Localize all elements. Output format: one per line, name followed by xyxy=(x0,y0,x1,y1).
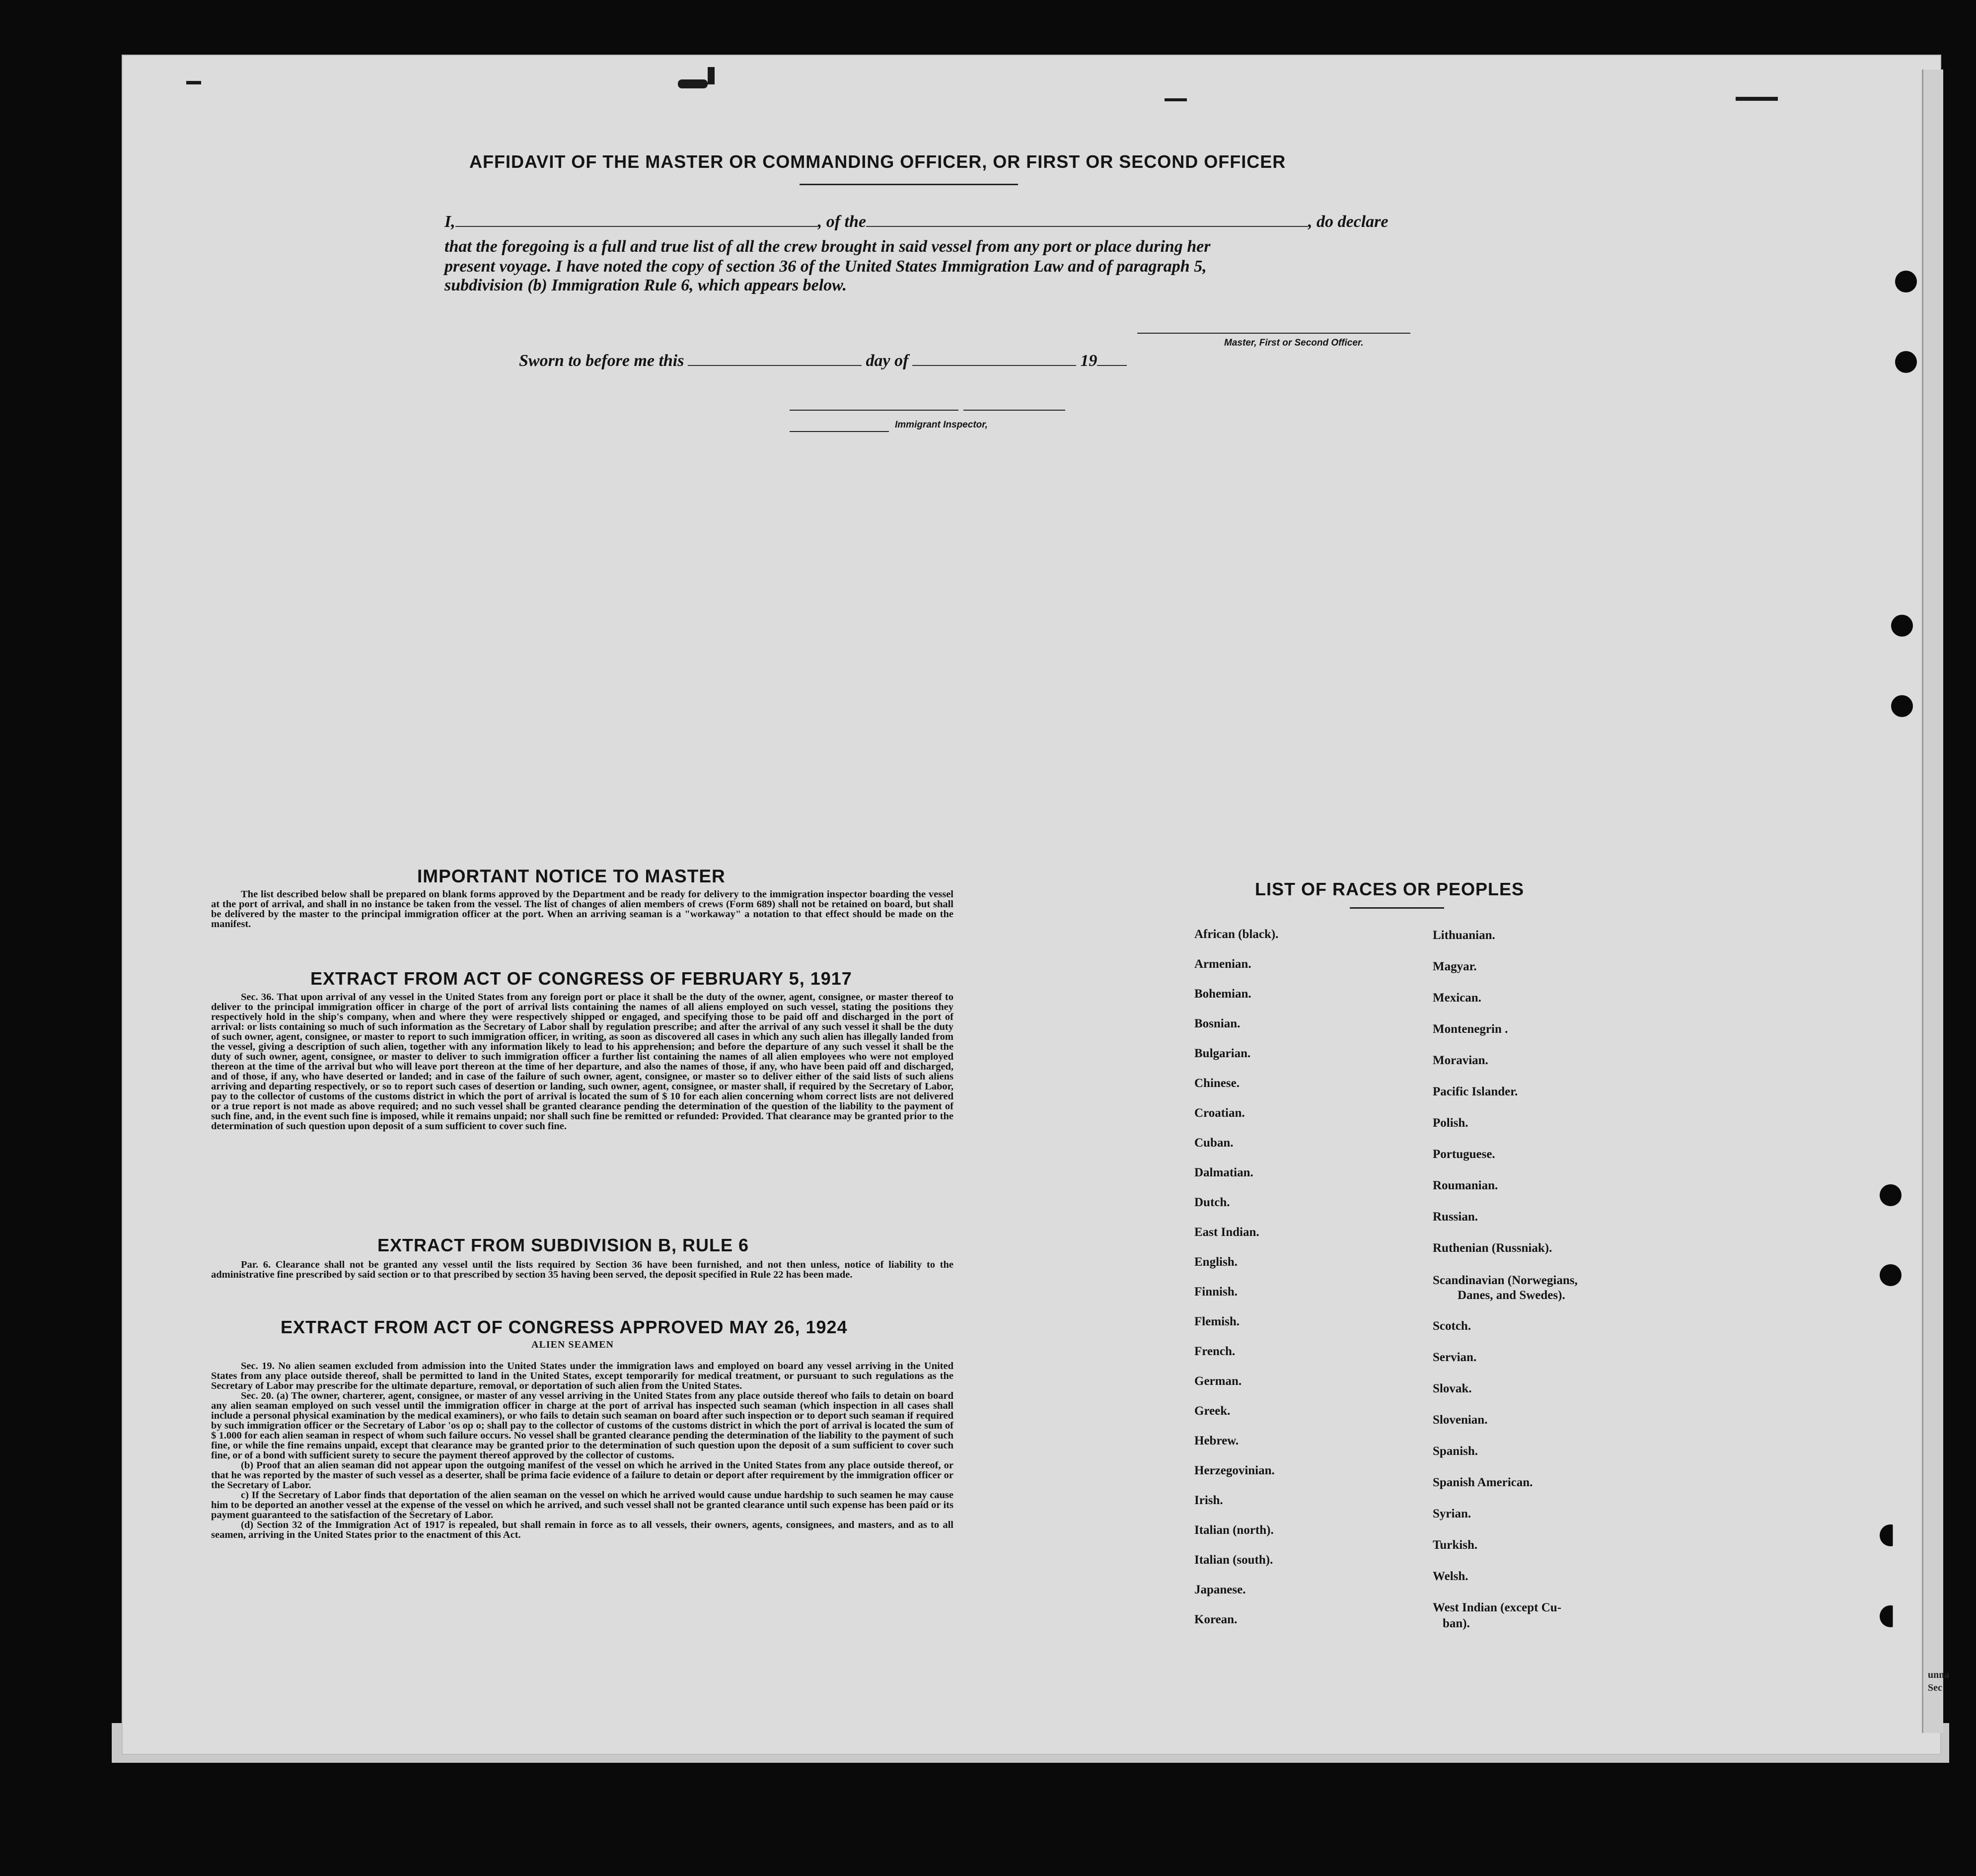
margin-word: Sec xyxy=(1928,1682,1942,1693)
sec-19-text: Sec. 19. No alien seamen excluded from admission into the United States under the immigration laws and employed on board any vessel arriving in the United States from any place outside thereof, shall be permitted to land in the United States, except temporarily for medical treatment, or pursuant to such regulations as the Secretary of Labor may prescribe for the ultimate departure, removal, or deportation of such alien from the United States. xyxy=(211,1361,953,1391)
inspector-line xyxy=(963,410,1065,411)
affidavit-of-the: , of the xyxy=(817,213,867,231)
margin-fragment xyxy=(1928,1668,1949,1694)
sec-20a-text: Sec. 20. (a) The owner, charterer, agent, consignee, or master of any vessel arriving in the United States from any place outside thereof who fails to detain on board any alien seaman employed on such vessel until the immigration officer in charge at the port of arrival has inspected such seaman (which inspection in all cases shall include a personal physical examination by the medical examiners), or who fails to detain such seaman on board after such inspection or to deport such seaman if required by such immigration officer or the Secretary of Labor 'os op o; shall pay to the collector of customs of the customs district in which the port of arrival is located the sum of $ 1.000 for each alien seaman in respect of whom such failure occurs. No vessel shall be granted clearance pending the determination of the liability to the payment of such fine, or while the fine remains unpaid, except that clearance may be granted prior to the determination of such question upon the deposit of a sum sufficient to cover such fine, or of a bond with sufficient surety to secure the payment thereof approved by the collector of customs. xyxy=(211,1390,953,1461)
race-item: Spanish American. xyxy=(1433,1476,1533,1489)
punch-hole xyxy=(1880,1264,1902,1286)
year-blank xyxy=(1097,352,1127,366)
affidavit-line-2: that the foregoing is a full and true list of all the crew brought in said vessel from any port or place during her xyxy=(444,237,1211,256)
race-item: Dutch. xyxy=(1194,1196,1230,1209)
race-item: Dalmatian. xyxy=(1194,1166,1253,1179)
ink-smudge xyxy=(678,79,708,88)
extract-1924-title: EXTRACT FROM ACT OF CONGRESS APPROVED MAY 26, 1924 xyxy=(281,1317,848,1337)
race-item: Cuban. xyxy=(1194,1136,1234,1150)
race-item: Montenegrin . xyxy=(1433,1022,1508,1036)
race-item: Italian (north). xyxy=(1194,1523,1274,1537)
race-item: Italian (south). xyxy=(1194,1553,1273,1567)
punch-hole xyxy=(1880,1184,1902,1206)
ink-smudge xyxy=(1736,97,1778,101)
extract-1917-body xyxy=(211,992,953,1131)
race-item: Turkish. xyxy=(1433,1538,1478,1552)
year-prefix: 19 xyxy=(1080,352,1098,370)
inspector-line xyxy=(790,431,889,432)
signature-line xyxy=(1137,333,1410,334)
race-item: French. xyxy=(1194,1345,1236,1358)
race-item: Armenian. xyxy=(1194,957,1251,971)
race-item: Korean. xyxy=(1194,1613,1238,1626)
sec-36-text: Sec. 36. That upon arrival of any vessel in the United States from any foreign port or place it shall be the duty of the owner, agent, consignee, or master thereof to deliver to the principal immigration officer in charge of the port of arrival lists containing the names of all aliens employed on such vessel, stating the positions they respectively hold in the ship's company, when and where they were respectively shipped or engaged, and specifying those to be paid off and discharged in the port of arrival: or lists containing so much of such information as the Secretary of Labor shall by regulation prescribe; and after the arrival of any such vessel it shall be the duty of such owner, agent, consignee, or master to report to such immigration officer, in writing, as soon as discovered all cases in which any such alien has illegally landed from the vessel, giving a description of such alien, together with any information likely to lead to his apprehension; and before the departure of any such vessel it shall be the duty of such owner, agent, consignee, or master to deliver to such immigration officer a further list containing the names of all alien employees who were not employed thereon at the time of the arrival but who will leave port thereon at the time of her departure, and also the names of those, if any, who have been paid off and discharged, and of those, if any, who have deserted or landed; and in case of the failure of such owner, agent, consignee, or master so to deliver either of the said lists of such aliens arriving and departing respectively, or so to report such cases of desertion or landing, such owner, agent, consignee, or master shall, if required by the Secretary of Labor, pay to the collector of customs of the customs district in which the port of arrival is located the sum of $ 10 for each alien concerning whom correct lists are not delivered or a true report is not made as above required; and no such vessel shall be granted clearance pending the determination of the question of the liability to the payment of such fine, and, in the event such fine is imposed, while it remains unpaid; nor shall such fine be remitted or refunded: Provided. That clearance may be granted prior to the determination of such question upon deposit of a sum sufficient to cover such fine. xyxy=(211,992,953,1132)
inspector-line xyxy=(790,410,958,411)
ink-smudge xyxy=(186,81,201,84)
day-blank xyxy=(688,352,862,366)
affidavit-line-4: subdivision (b) Immigration Rule 6, which appears below. xyxy=(444,276,847,294)
vessel-blank xyxy=(866,213,1308,227)
race-item: Portuguese. xyxy=(1433,1148,1495,1161)
punch-hole xyxy=(1895,271,1917,292)
race-item: Irish. xyxy=(1194,1494,1223,1507)
race-item: East Indian. xyxy=(1194,1226,1259,1239)
name-blank xyxy=(455,213,818,227)
race-item: African (black). xyxy=(1194,928,1279,941)
race-item: Welsh. xyxy=(1433,1570,1468,1583)
sec-20b-text: (b) Proof that an alien seaman did not appear upon the outgoing manifest of the vessel on which he arrived in the United States from any place outside thereof, or that he was reported by the master of such vessel as a deserter, shall be prima facie evidence of a failure to detain or deport after requirement by the immigration officer or the Secretary of Labor. xyxy=(211,1460,953,1491)
race-item: Chinese. xyxy=(1194,1077,1240,1090)
rule6-body xyxy=(211,1260,953,1280)
race-item: Pacific Islander. xyxy=(1433,1085,1518,1098)
extract-1917-title: EXTRACT FROM ACT OF CONGRESS OF FEBRUARY 5, 1917 xyxy=(310,968,852,989)
race-item: Lithuanian. xyxy=(1433,929,1495,942)
race-item: ban). xyxy=(1443,1617,1470,1630)
race-item: Japanese. xyxy=(1194,1583,1246,1596)
race-item: Mexican. xyxy=(1433,991,1481,1005)
race-item: Greek. xyxy=(1194,1404,1231,1418)
race-item: Slovak. xyxy=(1433,1382,1472,1395)
punch-hole xyxy=(1895,351,1917,373)
sec-20d-text: (d) Section 32 of the Immigration Act of 1917 is repealed, but shall remain in force as to all vessels, their owners, agents, consignees, and masters, and as to all seamen, arriving in the United States prior to the enactment of this Act. xyxy=(211,1519,953,1540)
race-item: Slovenian. xyxy=(1433,1413,1488,1427)
affidavit-do-declare: , do declare xyxy=(1308,213,1389,231)
race-item: Finnish. xyxy=(1194,1285,1238,1299)
affidavit-title: AFFIDAVIT OF THE MASTER OR COMMANDING OFFICER, OR FIRST OR SECOND OFFICER xyxy=(469,151,1286,172)
extract-1924-body xyxy=(211,1361,953,1540)
signature-label: Master, First or Second Officer. xyxy=(1224,338,1364,348)
race-item: Scotch. xyxy=(1433,1319,1471,1333)
punch-hole xyxy=(1880,1605,1902,1627)
race-item: Danes, and Swedes). xyxy=(1458,1289,1565,1302)
race-item: Spanish. xyxy=(1433,1444,1478,1458)
race-item: Bosnian. xyxy=(1194,1017,1241,1030)
race-item: Bulgarian. xyxy=(1194,1047,1251,1060)
race-item: Servian. xyxy=(1433,1351,1477,1364)
affidavit-i: I, xyxy=(444,213,455,231)
alien-seamen-subtitle: ALIEN SEAMEN xyxy=(531,1339,614,1350)
sworn-text: Sworn to before me this xyxy=(519,352,684,370)
day-of-text: day of xyxy=(866,352,909,370)
race-item: West Indian (except Cu- xyxy=(1433,1601,1562,1614)
sheet-edge xyxy=(1922,70,1943,1733)
race-item: English. xyxy=(1194,1255,1238,1269)
notice-body xyxy=(211,889,953,929)
punch-hole xyxy=(1891,615,1913,637)
race-item: Hebrew. xyxy=(1194,1434,1239,1447)
race-item: Herzegovinian. xyxy=(1194,1464,1275,1477)
punch-hole xyxy=(1880,1524,1902,1546)
notice-text: The list described below shall be prepared on blank forms approved by the Department and be ready for delivery to the immigration inspector boarding the vessel at the port of arrival, and shall in no instance be taken from the vessel. The list of changes of alien members of crews (Form 689) shall not be retained on board, but shall be delivered by the master to the principal immigration officer at the port. When an arriving seaman is a "workaway" a notation to that effect should be made on the manifest. xyxy=(211,889,953,930)
races-title: LIST OF RACES OR PEOPLES xyxy=(1255,879,1525,899)
race-item: Roumanian. xyxy=(1433,1179,1498,1192)
race-item: Scandinavian (Norwegians, xyxy=(1433,1274,1578,1287)
races-underline xyxy=(1350,907,1444,909)
race-item: Ruthenian (Russniak). xyxy=(1433,1241,1552,1255)
race-item: Croatian. xyxy=(1194,1106,1245,1120)
title-underline xyxy=(800,184,1018,185)
punch-hole xyxy=(1891,695,1913,717)
ink-smudge xyxy=(1165,98,1187,101)
rule6-text: Par. 6. Clearance shall not be granted any vessel until the lists required by Section 36 have been furnished, and not then unless, notice of liability to the administrative fine prescribed by said section or to that prescribed by section 35 having been served, the deposit specified in Rule 22 has been made. xyxy=(211,1259,953,1280)
race-item: Russian. xyxy=(1433,1210,1478,1224)
race-item: German. xyxy=(1194,1374,1242,1388)
ink-smudge xyxy=(708,67,715,84)
race-item: Bohemian. xyxy=(1194,987,1251,1001)
month-blank xyxy=(912,352,1076,366)
race-item: Syrian. xyxy=(1433,1507,1471,1520)
sec-20c-text: c) If the Secretary of Labor finds that deportation of the alien seaman on the vessel on which he arrived would cause undue hardship to such seamen he may cause him to be deported an another vessel at the expense of the vessel on which he arrived, and such vessel shall not be granted clearance until such expense has been paid or its payment guaranteed to the satisfaction of the Secretary of Labor. xyxy=(211,1490,953,1520)
notice-title: IMPORTANT NOTICE TO MASTER xyxy=(417,866,726,886)
inspector-label: Immigrant Inspector, xyxy=(895,420,988,430)
race-item: Moravian. xyxy=(1433,1054,1488,1067)
rule6-title: EXTRACT FROM SUBDIVISION B, RULE 6 xyxy=(377,1235,749,1255)
affidavit-line-3: present voyage. I have noted the copy of section 36 of the United States Immigration Law and of paragraph 5, xyxy=(444,257,1207,276)
margin-word: unna xyxy=(1928,1669,1950,1680)
race-item: Polish. xyxy=(1433,1116,1468,1130)
race-item: Magyar. xyxy=(1433,960,1477,973)
race-item: Flemish. xyxy=(1194,1315,1240,1328)
